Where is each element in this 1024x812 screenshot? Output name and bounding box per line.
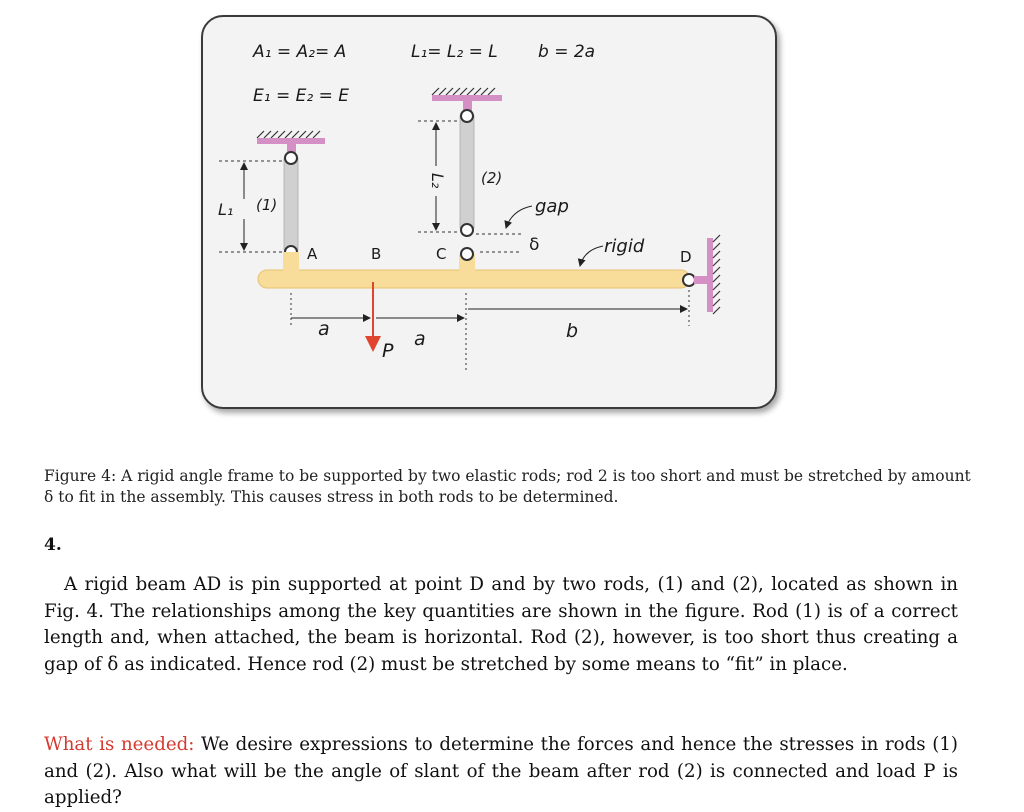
rigid-label: rigid	[604, 236, 645, 257]
modulus-relation: E₁ = E₂ = E	[253, 86, 349, 106]
question-number: 4.	[44, 535, 62, 555]
gap-pointer	[506, 206, 532, 228]
dim-a1-label: a	[318, 318, 330, 340]
rod-2	[460, 116, 474, 228]
point-A-label: A	[307, 245, 318, 263]
ceiling-support-1	[257, 131, 325, 154]
pin-C	[461, 248, 473, 260]
b-relation: b = 2a	[538, 42, 596, 62]
wall-support-D	[694, 235, 720, 314]
rod-1-top-pin	[285, 152, 297, 164]
what-is-needed-paragraph	[44, 732, 958, 812]
dim-b-label: b	[566, 320, 579, 342]
load-label: P	[382, 340, 394, 362]
rod-1	[284, 158, 298, 250]
point-C-label: C	[436, 245, 447, 263]
what-is-needed-text: We desire expressions to determine the forces and hence the stresses in rods (1) and (2). Also what will be the angle of slant of the beam after rod (2) is connected and load P is applied?	[44, 734, 958, 808]
length-relation: L₁= L₂ = L	[411, 42, 498, 62]
figure-caption: Figure 4: A rigid angle frame to be supported by two elastic rods; rod 2 is too short and must be stretched by amount δ to fit in the assembly. This causes stress in both rods to be determined.	[44, 467, 971, 506]
point-D-label: D	[680, 248, 692, 266]
problem-statement: A rigid beam AD is pin supported at point D and by two rods, (1) and (2), located as shown in Fig. 4. The relationships among the key quantities are shown in the figure. Rod (1) is of a correct length and, when attached, the beam is horizontal. Rod (2), however, is too short thus creating a gap of δ as indicated. Hence rod (2) must be stretched by some means to “fit” in place.	[44, 574, 958, 675]
delta-label: δ	[529, 235, 540, 255]
dim-a2-label: a	[414, 328, 426, 350]
point-B-label: B	[371, 245, 382, 263]
L2-label: L₂	[428, 173, 447, 189]
what-is-needed-label: What is needed:	[44, 734, 195, 755]
area-relation: A₁ = A₂= A	[253, 42, 347, 62]
rod-1-label: (1)	[256, 196, 278, 214]
rod-2-bottom-pin	[461, 224, 473, 236]
bracket-A	[283, 252, 299, 276]
gap-label: gap	[535, 196, 569, 217]
rigid-pointer	[580, 246, 603, 266]
rod-2-top-pin	[461, 110, 473, 122]
rod-2-label: (2)	[481, 169, 503, 187]
ceiling-support-2	[432, 88, 502, 112]
L1-label: L₁	[218, 200, 234, 219]
pin-D	[683, 274, 695, 286]
